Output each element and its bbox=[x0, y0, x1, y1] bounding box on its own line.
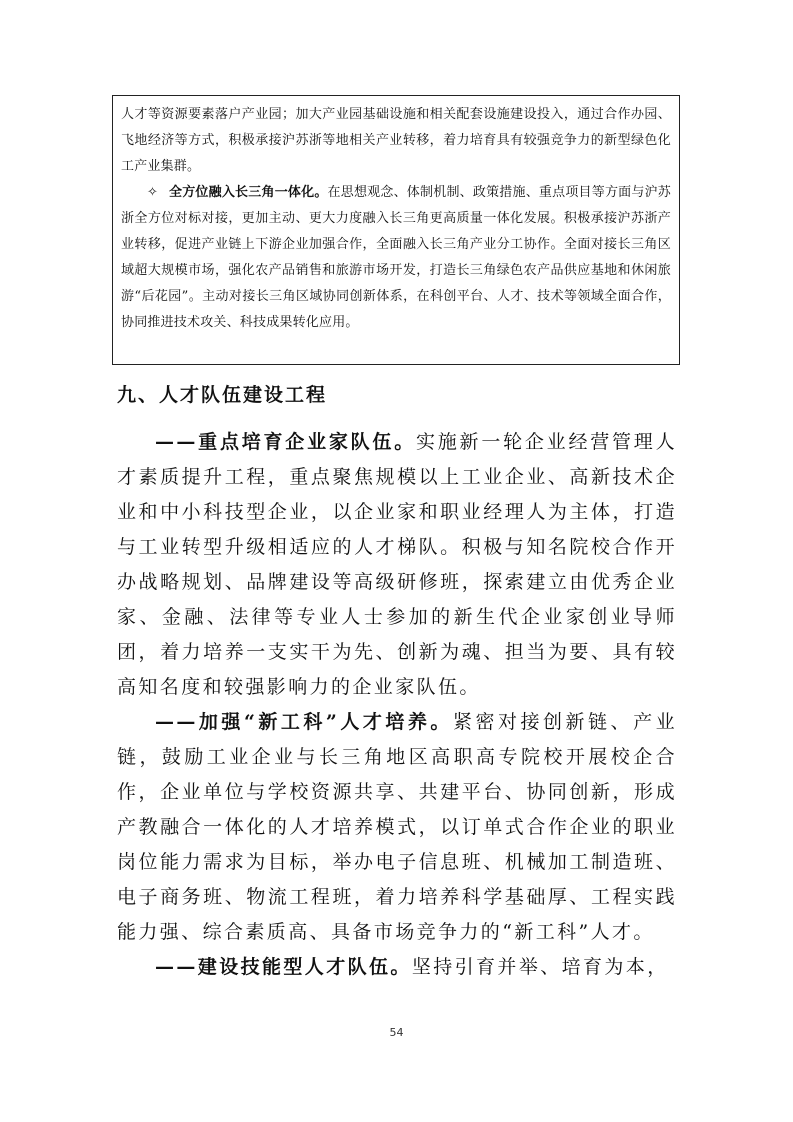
diamond-bullet-icon: ✧ bbox=[147, 185, 159, 200]
paragraph-heading: ——重点培育企业家队伍。 bbox=[155, 431, 416, 453]
box-bullet-heading: 全方位融入长三角一体化。 bbox=[169, 185, 328, 200]
paragraph-heading: ——建设技能型人才队伍。 bbox=[155, 956, 412, 978]
box-bullet-paragraph bbox=[121, 180, 671, 336]
paragraph-skilled-talent bbox=[117, 950, 677, 985]
paragraph-text: 紧密对接创新链、产业链，鼓励工业企业与长三角地区高职高专院校开展校企合作，企业单位与学校资源共享、共建平台、协同创新，形成产教融合一体化的人才培养模式，以订单式合作企业的职业岗位能力需求为目标，举办电子信息班、机械加工制造班、电子商务班、物流工程班，着力培养科学基础厚、工程实践能力强、综合素质高、具备市场竞争力的“新工科”人才。 bbox=[117, 711, 677, 943]
box-bullet-text: 在思想观念、体制机制、政策措施、重点项目等方面与沪苏浙全方位对标对接，更加主动、更大力度融入长三角更高质量一体化发展。积极承接沪苏浙产业转移，促进产业链上下游企业加强合作，全面融入长三角产业分工协作。全面对接长三角区域超大规模市场，强化农产品销售和旅游市场开发，打造长三角绿色农产品供应基地和休闲旅游“后花园”。主动对接长三角区域协同创新体系，在科创平台、人才、技术等领域全面合作，协同推进技术攻关、科技成果转化应用。 bbox=[121, 185, 672, 330]
body-text bbox=[117, 425, 677, 985]
section-title: 九、人才队伍建设工程 bbox=[117, 384, 328, 406]
paragraph-heading: ——加强“新工科”人才培养。 bbox=[155, 711, 453, 733]
text-box bbox=[112, 95, 680, 365]
paragraph-text: 实施新一轮企业经营管理人才素质提升工程，重点聚焦规模以上工业企业、高新技术企业和中小科技型企业，以企业家和职业经理人为主体，打造与工业转型升级相适应的人才梯队。积极与知名院校合作开办战略规划、品牌建设等高级研修班，探索建立由优秀企业家、金融、法律等专业人士参加的新生代企业家创业导师团，着力培养一支实干为先、创新为魂、担当为要、具有较高知名度和较强影响力的企业家队伍。 bbox=[117, 431, 677, 698]
box-paragraph-text: 人才等资源要素落户产业园；加大产业园基础设施和相关配套设施建设投入，通过合作办园、飞地经济等方式，积极承接沪苏浙等地相关产业转移，着力培育具有较强竞争力的新型绿色化工产业集群。 bbox=[121, 107, 671, 174]
paragraph-entrepreneurs bbox=[117, 425, 677, 705]
paragraph-new-engineering bbox=[117, 705, 677, 950]
page-number: 54 bbox=[389, 1026, 404, 1039]
paragraph-text: 坚持引育并举、培育为本， bbox=[411, 956, 669, 978]
box-paragraph bbox=[121, 102, 671, 180]
